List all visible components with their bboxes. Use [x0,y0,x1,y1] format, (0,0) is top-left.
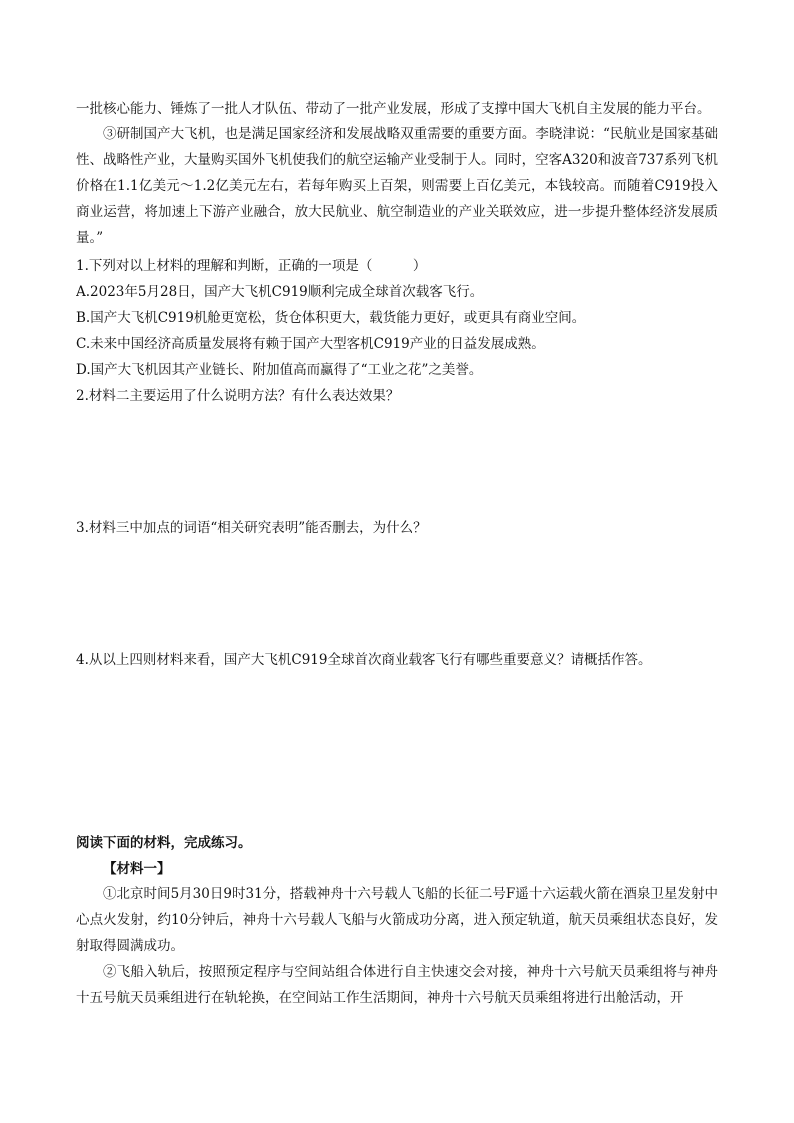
question-3: 3.材料三中加点的词语“相关研究表明”能否删去，为什么？ [76,520,427,536]
material-1-paragraph-1: ①北京时间5月30日9时31分，搭载神舟十六号载人飞船的长征二号F遥十六运载火箭在酒泉卫星发射中心点火发射，约10分钟后，神舟十六号载人飞船与火箭成功分离，进入预定轨道，航天员乘组状态良好，发射取得圆满成功。 [76,886,718,954]
question-4: 4.从以上四则材料来看，国产大飞机C919全球首次商业载客飞行有哪些重要意义？请概括作答。 [76,652,652,668]
question-1-option-b: B.国产大飞机C919机舱更宽松，货仓体积更大，载货能力更好，或更具有商业空间。 [76,310,586,326]
passage-paragraph-3: ③研制国产大飞机，也是满足国家经济和发展战略双重需要的重要方面。李晓津说：“民航业是国家基础性、战略性产业，大量购买国外飞机使我们的航空运输产业受制于人。同时，空客A320和波音737系列飞机价格在1.1亿美元～1.2亿美元左右，若每年购买上百架，则需要上百亿美元，本钱较高。而随着C919投入商业运营，将加速上下游产业融合，放大民航业、航空制造业的产业关联效应，进一步提升整体经济发展质量。” [76,126,718,246]
question-1: 1.下列对以上材料的理解和判断，正确的一项是（ ） [76,258,427,274]
material-1-title: 【材料一】 [103,861,171,877]
material-1-paragraph-2: ②飞船入轨后，按照预定程序与空间站组合体进行自主快速交会对接，神舟十六号航天员乘组将与神舟十五号航天员乘组进行在轨轮换，在空间站工作生活期间，神舟十六号航天员乘组将进行出舱活动，开 [76,964,718,1006]
passage-continuation-line: 一批核心能力、锤炼了一批人才队伍、带动了一批产业发展，形成了支撑中国大飞机自主发展的能力平台。 [76,101,711,117]
question-1-option-a: A.2023年5月28日，国产大飞机C919顺利完成全球首次载客飞行。 [76,284,484,300]
section-instruction: 阅读下面的材料，完成练习。 [76,835,252,851]
question-1-option-c: C.未来中国经济高质量发展将有赖于国产大型客机C919产业的日益发展成熟。 [76,336,545,352]
question-1-option-d: D.国产大飞机因其产业链长、附加值高而赢得了“工业之花”之美誉。 [76,362,483,378]
question-2: 2.材料二主要运用了什么说明方法？有什么表达效果？ [76,388,400,404]
